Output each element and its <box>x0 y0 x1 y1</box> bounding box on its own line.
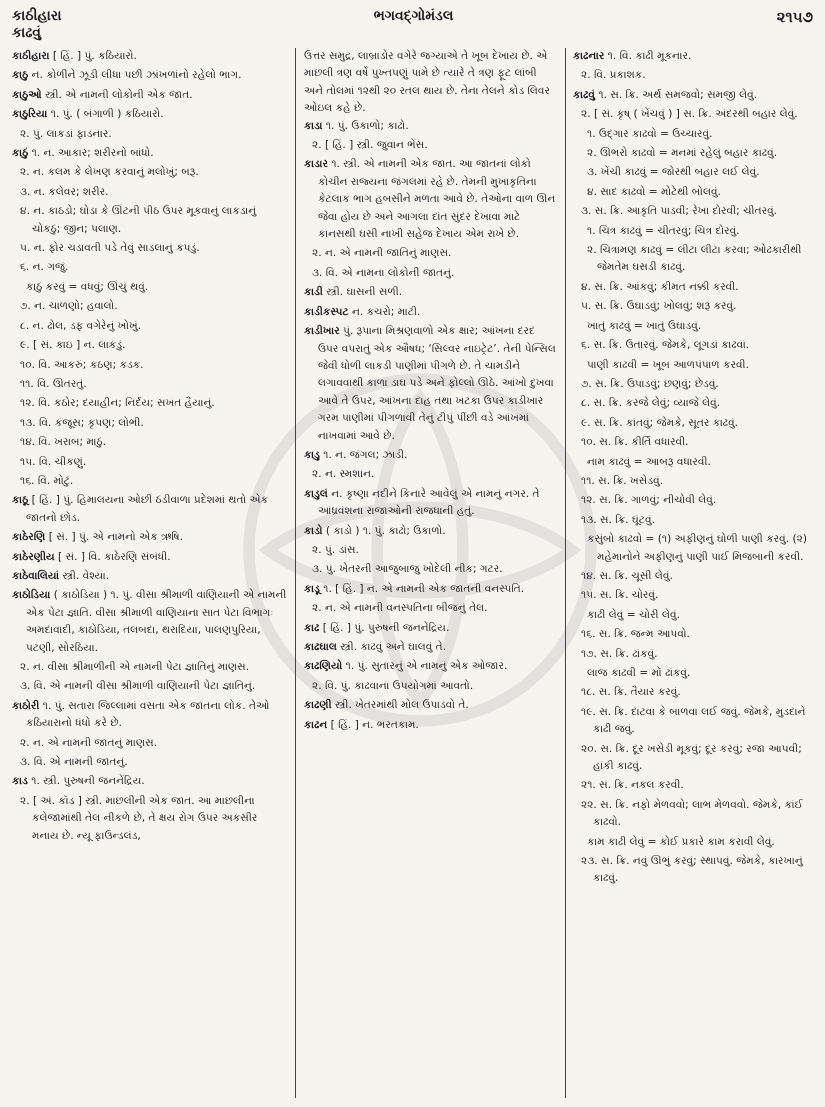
dictionary-title: ભગવદ્ગોમંડલ <box>373 8 454 24</box>
headword: કાઠૂ <box>12 494 29 507</box>
headword: કાઢન <box>304 718 328 731</box>
definition-text: ૧૧. સ. ક્રિ. ખસેડવું. <box>581 474 664 487</box>
entry-sense <box>12 240 287 257</box>
entry-sense <box>12 793 287 845</box>
definition-text: ૧. ચિત્ર કાઢવું = ચીતરવું; ચિત્ર દોરવું. <box>587 224 740 237</box>
definition-text: ૧. પું. સતારા જિલ્લામાં વસતા એક જાતના લોક. તેઓ કઠિયારાનો ધંધો કરે છે. <box>26 699 270 730</box>
headword: કાઠેવાલિયાં <box>12 569 60 582</box>
definition-text: ૭. ન. ચાળણો; હવાલો. <box>20 300 118 313</box>
entry-sense <box>304 245 557 262</box>
definition-text: ૨. પું. લાકડાં ફાડનાર. <box>20 127 112 140</box>
definition-text: ૧૬. વિ. મોટું. <box>20 474 74 487</box>
entry-sense <box>573 126 815 143</box>
entry-sense <box>304 137 557 154</box>
definition-text: ( કાઠોડિયા ) ૧. પું. વીસા શ્રીમાળી વાણિયાની એ નામની એક પેટા જ્ઞાતિ. વીસા શ્રીમાળી વાણિયાના સાત પેટા વિભાગઃ અમદાવાદી, કાઠોડિયા, તલબદા, થરાદિયા, પાલણપુરિયા, પટણી, સોરઠિયા. <box>26 589 287 654</box>
definition-text: ૧૨. સ. ક્રિ. ગાળવું; નીચોવી લેવું. <box>581 494 717 507</box>
headword: કાઠેરણિ <box>12 531 46 544</box>
entry-sense <box>573 531 815 566</box>
entry-sense <box>12 454 287 471</box>
dictionary-entry <box>304 304 557 321</box>
definition-text: ૭. સ. ક્રિ. ઉપાડવું; છણવું; છેડવું. <box>581 377 719 390</box>
dictionary-entry <box>12 492 287 527</box>
definition-text: ૧. પું. ઉકાળો; કાઢો. <box>322 119 409 132</box>
definition-text: ૧૩. સ. ક્રિ. ઘૂંટવું. <box>581 513 655 526</box>
entry-sense <box>573 67 815 84</box>
entry-sense <box>12 735 287 752</box>
definition-text: ૨૨. સ. ક્રિ. નફો મેળવવો; લાભ મેળવવો. જેમકે, કાંઈ કાઢવો. <box>581 798 803 829</box>
definition-text: ૨. ચિત્રામણ કાઢવું = લીટા લીટા કરવા; ઓઢકારીથી જેમતેમ ઘસડી કાઢવું. <box>587 244 802 274</box>
definition-text: ૨. વિ. પ્રકાશક. <box>581 69 646 82</box>
headword: કાડીકસ્પટ <box>304 305 349 318</box>
definition-text: કાઢી લેવું = ચોરી લેવું. <box>587 608 680 621</box>
entry-sense <box>304 600 557 617</box>
entry-sense <box>12 318 287 335</box>
dictionary-entry <box>12 106 287 123</box>
entry-sense <box>573 646 815 663</box>
dictionary-entry <box>304 717 557 734</box>
definition-text: ૧૦. સ. ક્રિ. કીર્તિ વધારવી. <box>581 436 689 449</box>
entry-sense <box>12 298 287 315</box>
entry-sense <box>573 203 815 220</box>
entry-sense <box>573 357 815 374</box>
entry-sense <box>12 357 287 374</box>
definition-text: ૧૨. વિ. કઠોર; દયાહીન; નિર્દય; સખત હૈયાનું. <box>20 397 215 410</box>
definition-text: સ્ત્રી. ખેતરમાંથી મોલ ઉપાડવો તે. <box>331 699 469 712</box>
entry-sense <box>12 203 287 238</box>
definition-text: ૩. ખેંચી કાઢવું = જોરથી બહાર લઈ લેવું. <box>587 166 760 179</box>
definition-text: ૨. [ સં. કૃષ્ ( ખેંચવું ) ] સ. ક્રિ. અંદરથી બહાર લેવું. <box>581 108 798 121</box>
definition-text: ૨. પું. ડાંસ. <box>312 543 359 556</box>
definition-text: ૬. સ. ક્રિ. ઉતારવું. જેમકે, લૂગડાં કાઢવાં. <box>581 339 750 352</box>
dictionary-entry <box>304 323 557 445</box>
dictionary-entry <box>304 284 557 301</box>
definition-text: કાઠું કરવું = વધવું; ઊંચું થવું. <box>26 280 149 293</box>
definition-text: ૨. ન. એ નામની જાતનું માણસ. <box>20 736 158 749</box>
headword: કાઠીહારા <box>12 50 50 62</box>
definition-text: ૩. વિ. એ નામની વીસા શ્રીમાળી વાણિયાની પેટા જ્ઞાતિનું. <box>20 680 256 693</box>
headword: કાઢણી <box>304 699 332 712</box>
definition-text: ૨૦. સ. ક્રિ. દૂર ખસેડી મૂકવું; દૂર કરવું; રજા આપવી; હાંકી કાઢવું. <box>581 742 802 773</box>
definition-text: ૧. ઉદ્ગાર કાઢવો = ઉચ્ચારવું. <box>587 127 713 140</box>
entry-sense <box>573 454 815 471</box>
dictionary-entry <box>304 581 557 598</box>
dictionary-entry <box>304 697 557 714</box>
definition-text: ૩. પું. ખેતરની આજુબાજુ ખોદેલી નીક; ગટર. <box>312 563 503 576</box>
definition-text: ૧. [ હિં. ] ન. એ નામની એક જાતની વનસ્પતિ. <box>319 582 525 595</box>
definition-text: ૧૮. સ. ક્રિ. તૈયાર કરવું. <box>581 686 681 699</box>
definition-text: ૧૭. સ. ક્રિ. ઢાંકવું. <box>581 647 658 660</box>
definition-text: ૩. વિ. એ નામના લોકોની જાતનું. <box>312 266 455 279</box>
definition-text: ઉત્તર સમુદ્ર, લાબ્રાડોર વગેરે જગ્યાએ તે ખૂબ દેખાય છે. એ માછલી ત્રણ વર્ષે પુખ્તપણું પામે છે ત્યારે તે ત્રણ ફૂટ લાંબી અને તોલમાં ૧૨થી ૨૦ રતલ થાય છે. તેના તેલને કોડ લિવર ઓઇલ કહે છે. <box>304 50 550 115</box>
entry-sense <box>573 568 815 585</box>
entry-sense <box>573 145 815 162</box>
definition-text: [ સં. ] પું. એ નામનો એક ઋષિ. <box>45 531 184 544</box>
headword: કાડુ <box>304 448 320 461</box>
entry-sense <box>12 164 287 181</box>
dictionary-entry <box>12 48 287 65</box>
headword: કાડો <box>304 524 323 537</box>
guide-word-first: કાઠીહારા <box>12 8 62 24</box>
dictionary-entry <box>12 568 287 585</box>
entry-sense <box>12 337 287 354</box>
dictionary-entry <box>12 67 287 84</box>
definition-text: ૧૦. વિ. આકરું; કઠણ; કડક. <box>20 358 144 371</box>
headword: કાઠુ <box>12 69 29 82</box>
dictionary-entry <box>12 773 287 790</box>
entry-sense <box>573 741 815 776</box>
entry-sense <box>573 318 815 335</box>
entry-sense <box>12 415 287 432</box>
dictionary-entry <box>12 698 287 733</box>
definition-text: ૨. ન. એ નામની જાતિનું માણસ. <box>312 247 452 260</box>
definition-text: ૨૩. સ. ક્રિ. નવું ઊભું કરવું; સ્થાપવું. જેમકે, કારખાનું કાઢવું. <box>581 855 803 885</box>
entry-sense <box>573 473 815 490</box>
entry-sense <box>573 106 815 123</box>
definition-text: [ હિં. ] પું. હિમાલયના ઓછી ઠંડીવાળા પ્રદેશમાં થતો એક જાતનો છોડ. <box>26 494 269 524</box>
definition-text: ૧. સ્ત્રી. પુરુષની જનનેંદ્રિય. <box>27 775 145 788</box>
definition-text: નામ કાઢવું = આબરૂ વધારવી. <box>587 455 711 468</box>
entry-sense <box>304 561 557 578</box>
dictionary-entry <box>12 529 287 546</box>
headword: કાડીખાર <box>304 325 340 338</box>
definition-text: ૫. સ. ક્રિ. ઉઘાડવું; ખોલવું; શરૂ કરવું. <box>581 300 737 313</box>
entry-sense <box>573 797 815 832</box>
definition-text: ૧૩. વિ. કંજૂસ; કૃપણ; લોભી. <box>20 416 144 429</box>
dictionary-entry <box>304 447 557 464</box>
definition-text: ૨. [ હિં. ] સ્ત્રી. જુવાન ભેંસ. <box>312 139 428 152</box>
definition-text: કામ કાઢી લેવું = કોઈ પ્રકારે કામ કરાવી લેવું. <box>587 835 775 848</box>
definition-text: ૧૪. વિ. ખરાબ; માઠું. <box>20 436 107 449</box>
entry-sense <box>12 434 287 451</box>
entry-sense <box>573 607 815 624</box>
entry-sense <box>573 164 815 181</box>
definition-text: કસુંબો કાઢવો = (૧) અફીણનું ઘોળી પાણી કરવું. (૨) મહેમાનોને અફીણનું પાણી પાઈ મિજબાની કરવી. <box>587 533 807 563</box>
entry-sense <box>573 242 815 277</box>
headword: કાઠોરી <box>12 699 40 712</box>
definition-text: ૪. સાદ કાઢવો = મોટેથી બોલવું. <box>587 185 721 198</box>
entry-sense <box>304 678 557 695</box>
dictionary-entry <box>573 87 815 104</box>
entry-sense <box>573 853 815 888</box>
definition-text: ૧૫. સ. ક્રિ. ચોરવું. <box>581 589 659 602</box>
entry-sense <box>12 659 287 676</box>
entry-sense <box>12 395 287 412</box>
entry-sense <box>573 415 815 432</box>
entry-sense <box>12 279 287 296</box>
definition-text: ૧. ન. જંગલ; ઝાડી. <box>319 448 408 461</box>
definition-text: ૩. વિ. એ નામની જાતનું. <box>20 756 128 769</box>
headword: કાડા <box>304 119 323 132</box>
definition-text: લાજ કાઢવી = મોં ઢાંકવું. <box>587 667 691 679</box>
dictionary-entry <box>304 658 557 675</box>
dictionary-entry <box>573 48 815 65</box>
entry-sense <box>573 223 815 240</box>
entry-sense <box>573 376 815 393</box>
headword: કાડી <box>304 286 323 299</box>
definition-text: સ્ત્રી. કાઢવું અને ઘાલવું તે. <box>336 641 447 653</box>
headword: કાઢ <box>304 621 320 634</box>
definition-text: ૮. સ. ક્રિ. કરજે લેવું; વ્યાજે લેવું. <box>581 397 721 410</box>
entry-sense <box>12 126 287 143</box>
entry-sense <box>573 704 815 739</box>
dictionary-entry <box>304 620 557 637</box>
definition-text: [ હિં. ] પું. કઠિયારો. <box>49 50 137 62</box>
entry-sense <box>12 376 287 393</box>
definition-text: ૨. ન. સ્મશાન. <box>312 468 375 481</box>
entry-sense <box>573 512 815 529</box>
headword: કાઢણિયો <box>304 660 343 673</box>
page-number: ૨૧૫૭ <box>776 8 813 26</box>
definition-text: સ્ત્રી. ઘાસની સળી. <box>322 286 403 299</box>
definition-text: ૩. ન. કલેવર; શરીર. <box>20 185 109 198</box>
column-2 <box>295 48 565 1098</box>
definition-text: ૧૬. સ. ક્રિ. જન્મ આપવો. <box>581 628 690 641</box>
entry-sense <box>573 834 815 851</box>
entry-sense <box>573 777 815 794</box>
definition-text: ૧. સ. ક્રિ. અર્થ સમજવો; સમજી લેવું. <box>594 88 758 101</box>
definition-text: ૪. ન. કાઠડો; ઘોડા કે ઊંટની પીઠ ઉપર મૂકવાનું લાકડાનું ચોકઠું; જીન; પલાણ. <box>20 205 257 235</box>
headword: કાઢવું <box>573 88 595 101</box>
definition-text: [ સં. ] વિ. કાઠેરણિ સંબંધી. <box>54 550 171 563</box>
column-3 <box>565 48 815 1098</box>
entry-sense <box>573 434 815 451</box>
entry-sense <box>573 665 815 682</box>
dictionary-entry <box>12 87 287 104</box>
entry-sense <box>12 259 287 276</box>
page-header <box>12 8 815 52</box>
entry-sense <box>573 184 815 201</box>
definition-text: ૨૧. સ. ક્રિ. નકલ કરવી. <box>581 779 684 792</box>
dictionary-entry <box>12 145 287 162</box>
headword: કાડૂ <box>304 582 320 595</box>
definition-text: ૩. સ. ક્રિ. આકૃતિ પાડવી; રેખા દોરવી; ચીતરવું. <box>581 205 778 218</box>
dictionary-entry <box>304 156 557 243</box>
entry-sense <box>12 473 287 490</box>
definition-text: ૮. ન. ઢોલ, ડફ વગેરેનું ખોખું. <box>20 319 142 332</box>
definition-text: ૧. સ્ત્રી. એ નામની એક જાત. આ જાતનાં લોકો કોચીન રાજ્યના જંગલમાં રહે છે. તેમની મુખાકૃતિના કેટલાક ભાગ હબસીને મળતા આવે છે. તેઓના વાળ ઊન જેવા હોય છે અને આગલા દાંત સુંદર દેખાવા માટે કાનસથી ઘસી નાખી સહેજ દેખાય એમ રાખે છે. <box>318 158 556 241</box>
definition-text: ૧. ન. આકાર; શરીરનો બાંધો. <box>28 147 154 160</box>
definition-text: ૧૫. વિ. ચીકણું. <box>20 455 87 468</box>
definition-text: ન. કોળીને ઝૂડી લીધા પછી ઝાંખળાંનો રહેલો ભાગ. <box>28 69 242 82</box>
definition-text: ૨. ન. એ નામની વનસ્પતિના બીજનું તેલ. <box>312 602 488 615</box>
definition-text: ૧૯. સ. ક્રિ. દાટવા કે બાળવા લઈ જવું. જેમકે, મુડદાને કાઢી જવું. <box>581 705 806 736</box>
headword: કાઢઘાલ <box>304 641 337 653</box>
definition-text: ૨. વિ. પું. કાઢવાના ઉપયોગમાં આવતો. <box>312 679 474 692</box>
dictionary-entry <box>304 118 557 135</box>
definition-text: ન. કૃષ્ણા નદીને કિનારે આવેલું એ નામનું નગર. તે આંધ્રવંશના રાજાઓની રાજધાની હતું. <box>318 487 540 518</box>
definition-text: પું. રૂપાના મિશ્રણવાળો એક ક્ષાર; આંખના દરદ ઉપર વપરાતું એક ઔષધ; ‘સિલ્વર નાઇટ્રેટ’. તેની પેન્સિલ જેવી ધોળી લાકડી પાણીમાં પીગળે છે. તે ચામડીને લગાવવાથી કાળા ડાઘ પડે અને ફોલ્લો ઊઠે. આંખો દુખવા આવે તે ઉપર, આંખના દાહ તથા ખટકા ઉપર કાડીખાર ગરમ પાણીમાં પીગળાવી તેનું ટીપું પીંછી વડે આંખમાં નાખવામાં આવે છે. <box>318 325 556 442</box>
definition-text: ૯. સ. ક્રિ. કાંતવું; જેમકે, સૂતર કાઢવું. <box>581 416 739 429</box>
entry-sense <box>12 184 287 201</box>
entry-sense <box>573 587 815 604</box>
definition-text: ખાતું કાઢવું = ખાતું ઉઘાડવું. <box>587 319 702 332</box>
definition-text: ન. કચરો; માટી. <box>348 305 421 318</box>
definition-text: ૧. પું. ( બંગાળી ) કઠિયારો. <box>47 108 164 121</box>
dictionary-entry <box>12 549 287 566</box>
column-1 <box>12 48 295 1098</box>
definition-text: [ હિં. ] પું. પુરુષની જનનેંદ્રિય. <box>319 621 450 634</box>
definition-text: ૪. સ. ક્રિ. આંકવું; કીમત નક્કી કરવી. <box>581 280 739 293</box>
headword: કાડાર <box>304 158 328 171</box>
definition-text: ૨. ન. વીસા શ્રીમાળીની એ નામની પેટા જ્ઞાતિનું માણસ. <box>20 661 250 673</box>
definition-text: ૯. [ સં. કાઇ ] ન. લાકડું. <box>20 339 126 352</box>
definition-text: ૧. પું. સુતારનું એ નામનું એક ઓજાર. <box>342 660 508 673</box>
entry-sense <box>573 684 815 701</box>
guide-word-last: કાઢવું <box>12 25 41 41</box>
columns <box>12 48 815 1098</box>
headword: કાઢનાર <box>573 50 605 62</box>
definition-text: પાણી કાઢવી = ખૂબ આળપંપાળ કરવી. <box>587 358 749 371</box>
entry-sense <box>573 492 815 509</box>
headword: કાઠેરણીય <box>12 550 55 563</box>
definition-text: ૨. ઊભરો કાઢવો = મનમાં રહેલું બહાર કાઢવું. <box>587 147 778 160</box>
entry-sense <box>573 337 815 354</box>
entry-sense <box>573 279 815 296</box>
entry-sense <box>573 395 815 412</box>
definition-text: ૧૧. વિ. ઊતરતું. <box>20 377 87 390</box>
entry-sense <box>573 298 815 315</box>
entry-sense <box>573 626 815 643</box>
headword: કાઠુરિયા <box>12 108 48 121</box>
dictionary-entry <box>304 639 557 656</box>
headword: કાઠુઓ <box>12 88 42 101</box>
dictionary-entry <box>304 523 557 540</box>
headword: કાઠોડિયા <box>12 589 51 602</box>
entry-sense <box>12 678 287 695</box>
definition-text: ૧૪. સ. ક્રિ. ચૂસી લેવું. <box>581 569 673 582</box>
definition-text: ૧. વિ. કાઢી મૂકનાર. <box>604 50 692 62</box>
headword: કાઠું <box>12 147 29 160</box>
definition-text: ૫. ન. ફોર ચડાવતી પડે તેવું સાડલાનું કપડું. <box>20 242 200 255</box>
definition-text: સ્ત્રી. વેશ્યા. <box>59 569 110 582</box>
definition-text: ૨. [ અં. કૉડ ] સ્ત્રી. માછલીની એક જાત. આ માછલીના કલેજામાંથી તેલ નીકળે છે, તે ક્ષય રોગ ઉપર અકસીર મનાય છે. ન્યૂ ફાઉન્ડલંડ, <box>20 794 258 842</box>
entry-sense <box>12 754 287 771</box>
definition-text: સ્ત્રી. એ નામની લોકોની એક જાત. <box>41 88 193 101</box>
entry-sense <box>304 466 557 483</box>
headword: કાડ <box>12 775 28 788</box>
dictionary-entry <box>304 486 557 521</box>
entry-sense <box>304 48 557 118</box>
entry-sense <box>304 542 557 559</box>
definition-text: ૨. ન. કલમ કે લેખણ કરવાનું મલોખું; બરૂ. <box>20 166 199 179</box>
dictionary-entry <box>12 587 287 657</box>
headword: કાડુલં <box>304 487 328 500</box>
definition-text: [ હિં. ] ન. ભરતકામ. <box>327 718 419 731</box>
definition-text: ૬. ન. ગજું. <box>20 261 69 274</box>
entry-sense <box>304 265 557 282</box>
definition-text: ( કાડો ) ૧. પું. કાઢો; ઉકાળો. <box>322 524 446 537</box>
